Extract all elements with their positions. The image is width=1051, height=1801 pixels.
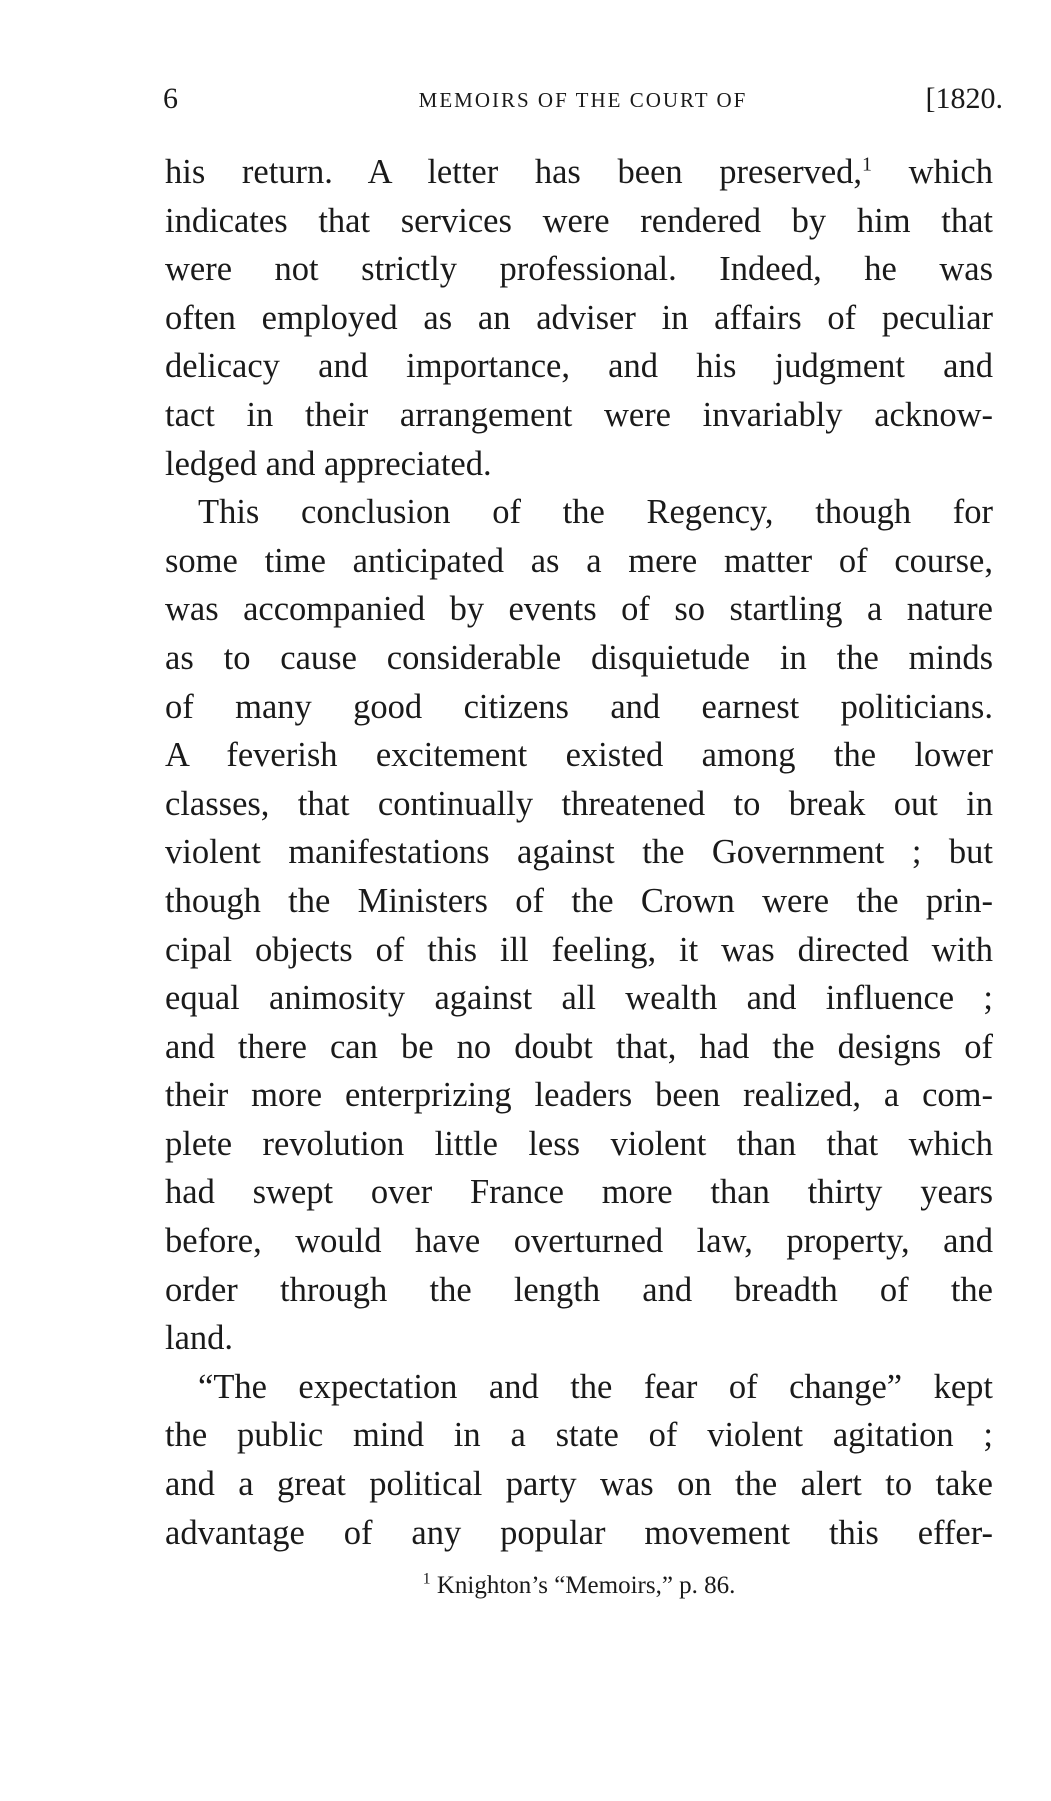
text-line: their more enterprizing leaders been realized, a com- — [165, 1076, 993, 1115]
text-line: indicates that services were rendered by him that — [165, 201, 993, 240]
text-line: some time anticipated as a mere matter of course, — [165, 541, 993, 580]
text-line: were not strictly professional. Indeed, he was — [165, 250, 993, 289]
text-line: had swept over France more than thirty years — [165, 1173, 993, 1212]
text-line: as to cause considerable disquietude in the minds — [165, 638, 993, 677]
text-line: A feverish excitement existed among the lower — [165, 736, 993, 775]
running-head — [163, 82, 1003, 122]
text-line: before, would have overturned law, property, and — [165, 1222, 993, 1261]
text-line: advantage of any popular movement this effer- — [165, 1513, 993, 1552]
text-line: order through the length and breadth of the — [165, 1270, 993, 1309]
text-line: violent manifestations against the Government ; but — [165, 833, 993, 872]
running-year: [1820. — [925, 82, 1003, 115]
text-line: “The expectation and the fear of change” kept — [198, 1367, 993, 1406]
text-line: his return. A letter has been preserved,$^1$ which — [165, 153, 993, 191]
text-line: of many good citizens and earnest politicians. — [165, 687, 993, 726]
text-line: land. — [165, 1319, 234, 1358]
text-line: delicacy and importance, and his judgment and — [165, 347, 993, 386]
text-line: cipal objects of this ill feeling, it was directed with — [165, 930, 993, 969]
text-line: equal animosity against all wealth and influence ; — [165, 979, 993, 1018]
text-line: and there can be no doubt that, had the designs of — [165, 1027, 993, 1066]
text-line: This conclusion of the Regency, though for — [198, 493, 993, 532]
running-title: MEMOIRS OF THE COURT OF — [418, 88, 748, 112]
text-line: was accompanied by events of so startling a nature — [165, 590, 993, 629]
body-text — [165, 148, 993, 1557]
text-line: the public mind in a state of violent agitation ; — [165, 1416, 993, 1455]
footnote — [165, 1572, 993, 1600]
text-line: often employed as an adviser in affairs of peculiar — [165, 298, 993, 337]
text-line: though the Ministers of the Crown were the prin- — [165, 881, 993, 920]
text-line: classes, that continually threatened to break out in — [165, 784, 993, 823]
text-line: plete revolution little less violent than that which — [165, 1124, 993, 1163]
text-line: and a great political party was on the alert to take — [165, 1465, 993, 1504]
footnote-marker: 1 — [422, 1570, 431, 1588]
footnote-text: Knighton’s “Memoirs,” p. 86. — [436, 1572, 736, 1599]
text-line: ledged and appreciated. — [165, 444, 492, 483]
page-number: 6 — [163, 82, 178, 115]
footnote-reference[interactable]: 1 — [862, 153, 873, 176]
text-line: tact in their arrangement were invariably acknow- — [165, 395, 993, 434]
